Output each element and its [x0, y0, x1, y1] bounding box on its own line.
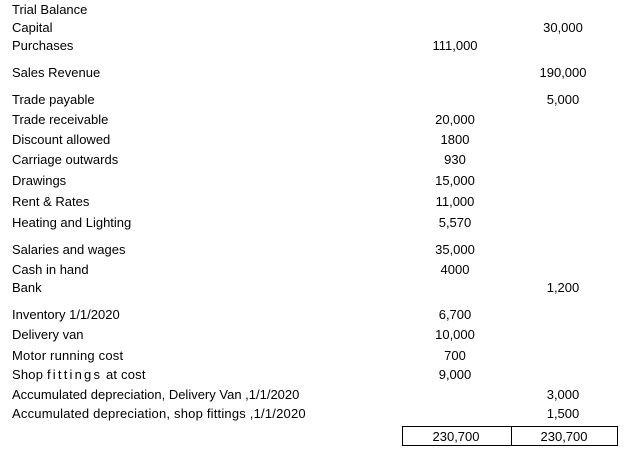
row-label: Cash in hand — [12, 262, 89, 277]
label-part: fittings — [46, 367, 103, 382]
row-label: Heating and Lighting — [12, 215, 132, 230]
row-label: Trade payable — [12, 92, 95, 107]
debit-value: 5,570 — [438, 215, 472, 230]
row-label: Rent & Rates — [12, 194, 90, 209]
row-label: Accumulated depreciation, shop fittings ,1/1/2020 — [12, 406, 306, 421]
row-label: Discount allowed — [12, 132, 111, 147]
debit-value: 10,000 — [435, 327, 475, 342]
row-label: Carriage outwards — [12, 152, 119, 167]
debit-value: 111,000 — [432, 38, 478, 53]
debit-value: 700 — [444, 348, 466, 363]
credit-value: 190,000 — [539, 65, 587, 80]
row-label: Inventory 1/1/2020 — [12, 307, 120, 322]
label-part: Shop — [12, 367, 47, 382]
row-label: Delivery van — [12, 327, 84, 342]
debit-value: 4000 — [440, 262, 470, 277]
row-label: Sales Revenue — [12, 65, 101, 80]
credit-value: 1,500 — [546, 406, 580, 421]
row-label: Accumulated depreciation, Delivery Van ,1/1/2020 — [12, 387, 300, 402]
credit-total: 230,700 — [540, 429, 588, 444]
row-label: Salaries and wages — [12, 242, 126, 257]
debit-value: 1800 — [440, 132, 470, 147]
row-label — [12, 367, 146, 382]
debit-value: 35,000 — [435, 242, 475, 257]
credit-value: 30,000 — [543, 20, 583, 35]
credit-value: 1,200 — [546, 280, 580, 295]
debit-total: 230,700 — [432, 429, 480, 444]
debit-value: 930 — [444, 152, 466, 167]
row-label: Drawings — [12, 173, 67, 188]
debit-value: 15,000 — [435, 173, 475, 188]
document-title: Trial Balance — [12, 2, 88, 17]
row-label: Trade receivable — [12, 112, 109, 127]
row-label: Bank — [12, 280, 42, 295]
row-label: Capital — [12, 20, 53, 35]
debit-value: 11,000 — [435, 194, 475, 209]
debit-value: 6,700 — [438, 307, 472, 322]
row-label: Purchases — [12, 38, 74, 53]
credit-value: 3,000 — [546, 387, 580, 402]
label-part: at cost — [102, 367, 146, 382]
credit-value: 5,000 — [546, 92, 580, 107]
debit-value: 20,000 — [435, 112, 475, 127]
debit-value: 9,000 — [438, 367, 472, 382]
totals-box — [402, 426, 618, 446]
row-label: Motor running cost — [12, 348, 124, 363]
